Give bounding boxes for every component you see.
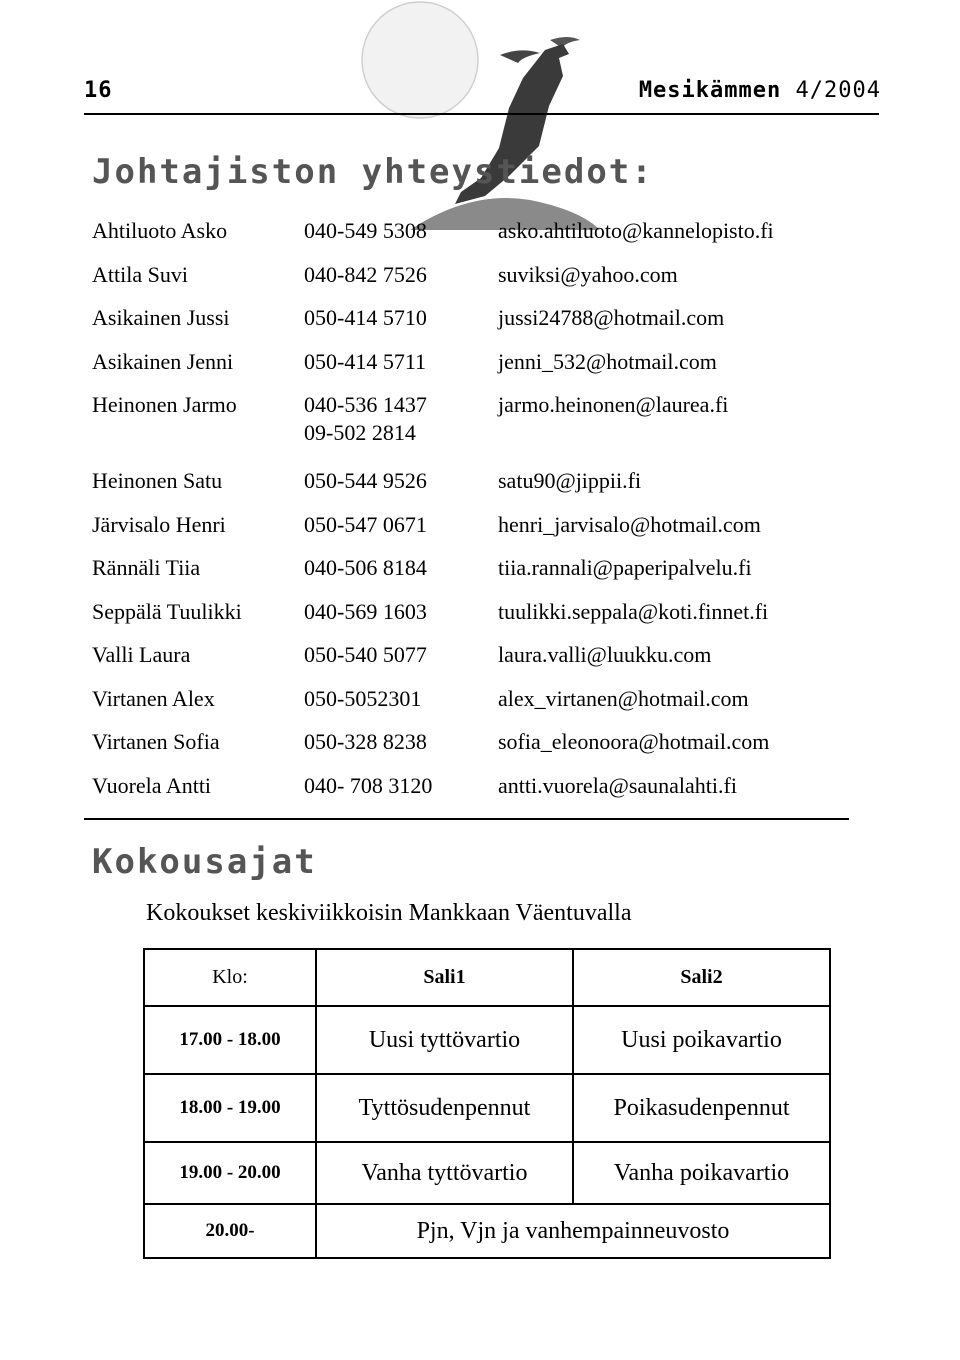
schedule-time: 19.00 - 20.00 (144, 1142, 316, 1204)
schedule-row (144, 1006, 830, 1074)
schedule-row (144, 1074, 830, 1142)
contact-name: Virtanen Alex (92, 685, 215, 711)
page-number: 16 (84, 78, 113, 103)
contact-email: tiia.rannali@paperipalvelu.fi (498, 555, 752, 580)
section-divider (84, 818, 849, 820)
contact-row (92, 769, 872, 813)
contact-name: Asikainen Jussi (92, 305, 230, 330)
issue-number: 4/2004 (795, 78, 881, 103)
schedule-header-row (144, 949, 830, 1006)
contact-row (92, 725, 872, 769)
contact-name: Vuorela Antti (92, 772, 212, 798)
header-sali1: Sali1 (316, 949, 573, 1006)
contact-email: laura.valli@luukku.com (498, 642, 712, 667)
contact-phone: 040-549 5308 (304, 218, 427, 243)
contact-row (92, 508, 872, 552)
header-sali2: Sali2 (573, 949, 830, 1006)
contact-email: jenni_532@hotmail.com (498, 348, 717, 374)
contact-name: Asikainen Jenni (92, 348, 234, 374)
contact-row (92, 258, 872, 302)
meetings-subtitle: Kokoukset keskiviikkoisin Mankkaan Väentuvalla (146, 900, 632, 926)
contact-phone: 050-414 5710 (304, 305, 427, 330)
contact-email: asko.ahtiluoto@kannelopisto.fi (498, 218, 774, 243)
contact-phone: 050-5052301 (304, 685, 422, 711)
contact-phone: 050-547 0671 (304, 511, 427, 537)
contact-name: Heinonen Satu (92, 468, 223, 493)
contact-email: antti.vuorela@saunalahti.fi (498, 772, 737, 798)
contact-phone: 040- 708 3120 (304, 772, 433, 798)
schedule-table (143, 948, 831, 1259)
contact-phone: 050-540 5077 (304, 642, 427, 667)
contact-name: Heinonen Jarmo (92, 392, 237, 417)
contact-phone: 040-842 7526 (304, 261, 427, 287)
magazine-issue (639, 78, 881, 103)
schedule-sali2: Uusi poikavartio (573, 1006, 830, 1074)
contact-name: Ahtiluoto Asko (92, 218, 228, 243)
schedule-time: 17.00 - 18.00 (144, 1006, 316, 1074)
contact-email: jarmo.heinonen@laurea.fi (498, 392, 729, 417)
contact-row (92, 682, 872, 726)
contact-row (92, 638, 872, 682)
contact-email: sofia_eleonoora@hotmail.com (498, 729, 770, 754)
schedule-sali2: Vanha poikavartio (573, 1142, 830, 1204)
schedule-row (144, 1204, 830, 1258)
schedule-sali1: Tyttösudenpennut (316, 1074, 573, 1142)
contact-name: Järvisalo Henri (92, 511, 226, 537)
contact-row (92, 595, 872, 639)
contact-phone: 050-414 5711 (304, 348, 427, 374)
contact-row (92, 214, 872, 258)
schedule-merged: Pjn, Vjn ja vanhempainneuvosto (316, 1204, 830, 1258)
schedule-sali1: Uusi tyttövartio (316, 1006, 573, 1074)
contact-email: jussi24788@hotmail.com (498, 305, 725, 330)
contact-phone: 050-328 8238 (304, 729, 427, 754)
contact-name: Virtanen Sofia (92, 729, 220, 754)
contact-row (92, 301, 872, 345)
contact-phone-secondary: 09-502 2814 (304, 420, 416, 445)
header-divider (84, 113, 879, 115)
magazine-name: Mesikämmen (638, 78, 782, 103)
contact-name: Rännäli Tiia (92, 555, 201, 580)
schedule-row (144, 1142, 830, 1204)
schedule-sali2: Poikasudenpennut (573, 1074, 830, 1142)
contact-email: tuulikki.seppala@koti.finnet.fi (498, 598, 769, 624)
schedule-sali1: Vanha tyttövartio (316, 1142, 573, 1204)
contacts-list (92, 214, 872, 812)
schedule-time: 18.00 - 19.00 (144, 1074, 316, 1142)
contact-row (92, 388, 872, 464)
contact-name: Seppälä Tuulikki (92, 598, 242, 624)
contact-email: satu90@jippii.fi (498, 468, 642, 493)
contact-phone: 040-506 8184 (304, 555, 427, 580)
contact-email: suviksi@yahoo.com (498, 261, 678, 287)
schedule-time: 20.00- (144, 1204, 316, 1258)
contact-name: Attila Suvi (92, 261, 188, 287)
contact-email: alex_virtanen@hotmail.com (498, 685, 749, 711)
meetings-title: Kokousajat (92, 842, 317, 882)
contact-phone: 040-536 1437 (304, 392, 427, 417)
contact-phone: 040-569 1603 (304, 598, 427, 624)
contact-row (92, 345, 872, 389)
contact-row (92, 551, 872, 595)
contact-name: Valli Laura (92, 642, 191, 667)
contacts-title: Johtajiston yhteystiedot: (92, 152, 654, 192)
contact-row (92, 464, 872, 508)
contact-phone: 050-544 9526 (304, 468, 427, 493)
header-time: Klo: (144, 949, 316, 1006)
contact-email: henri_jarvisalo@hotmail.com (498, 511, 761, 537)
